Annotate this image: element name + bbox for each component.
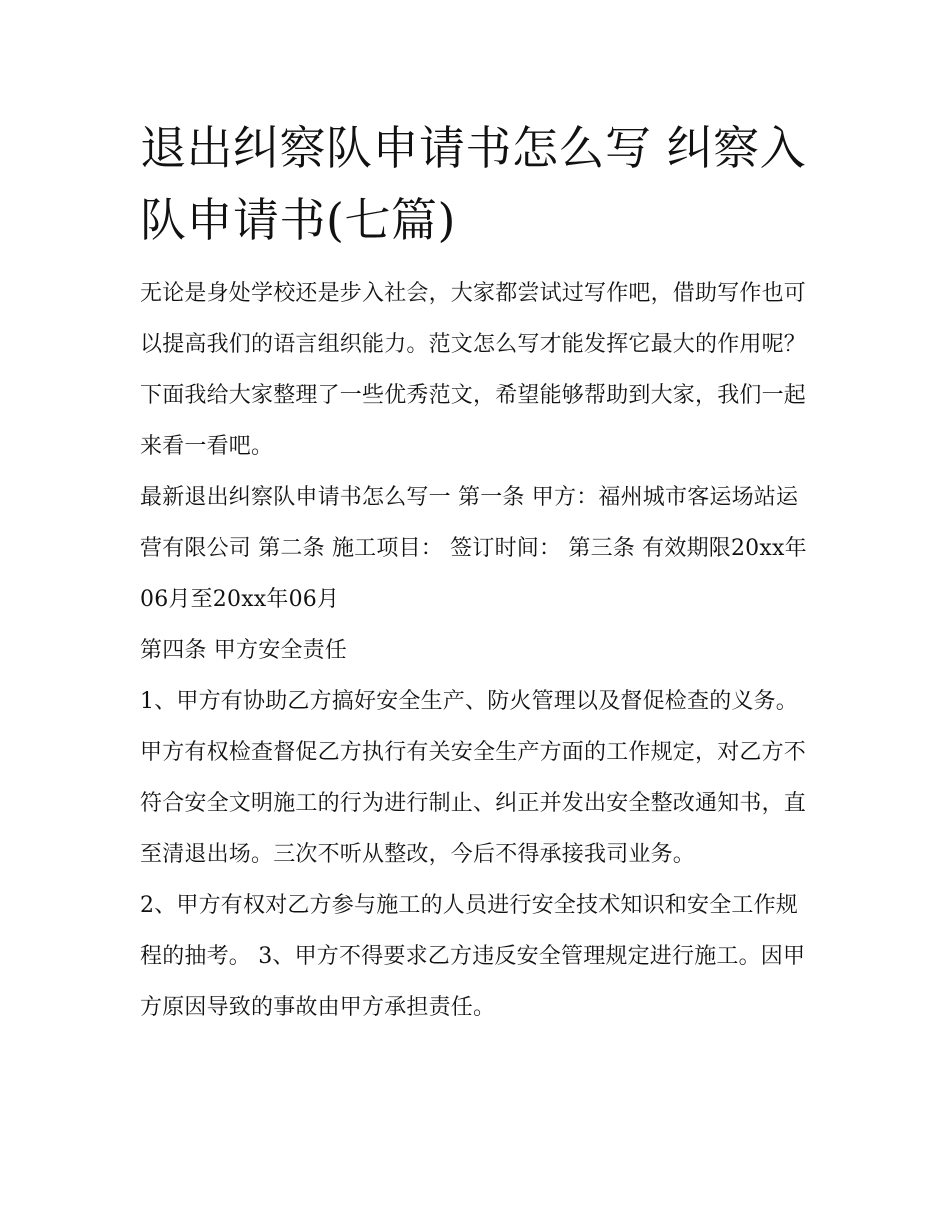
intro-paragraph: 无论是身处学校还是步入社会，大家都尝试过写作吧，借助写作也可以提高我们的语言组织能力。范文怎么写才能发挥它最大的作用呢？下面我给大家整理了一些优秀范文，希望能够帮助到大家，我们一起来看一看吧。: [140, 281, 807, 459]
paragraph-clause-1: 1、甲方有协助乙方搞好安全生产、防火管理以及督促检查的义务。甲方有权检查督促乙方执行有关安全生产方面的工作规定，对乙方不符合安全文明施工的行为进行制止、纠正并发出安全整改通知书，直至清退出场。三次不听从整改，今后不得承接我司业务。: [140, 689, 807, 867]
document-title: 退出纠察队申请书怎么写 纠察入队申请书(七篇): [140, 121, 807, 247]
document-page: [140, 112, 812, 1033]
paragraph-article-1-3: 最新退出纠察队申请书怎么写一 第一条 甲方：福州城市客运场站运营有限公司 第二条 施工项目： 签订时间： 第三条 有效期限20xx年06月至20xx年06月: [140, 485, 807, 612]
paragraph-clause-2-3: 2、甲方有权对乙方参与施工的人员进行安全技术知识和安全工作规程的抽考。 3、甲方不得要求乙方违反安全管理规定进行施工。因甲方原因导致的事故由甲方承担责任。: [140, 893, 806, 1020]
paragraph-article-4-heading: 第四条 甲方安全责任: [140, 638, 347, 663]
